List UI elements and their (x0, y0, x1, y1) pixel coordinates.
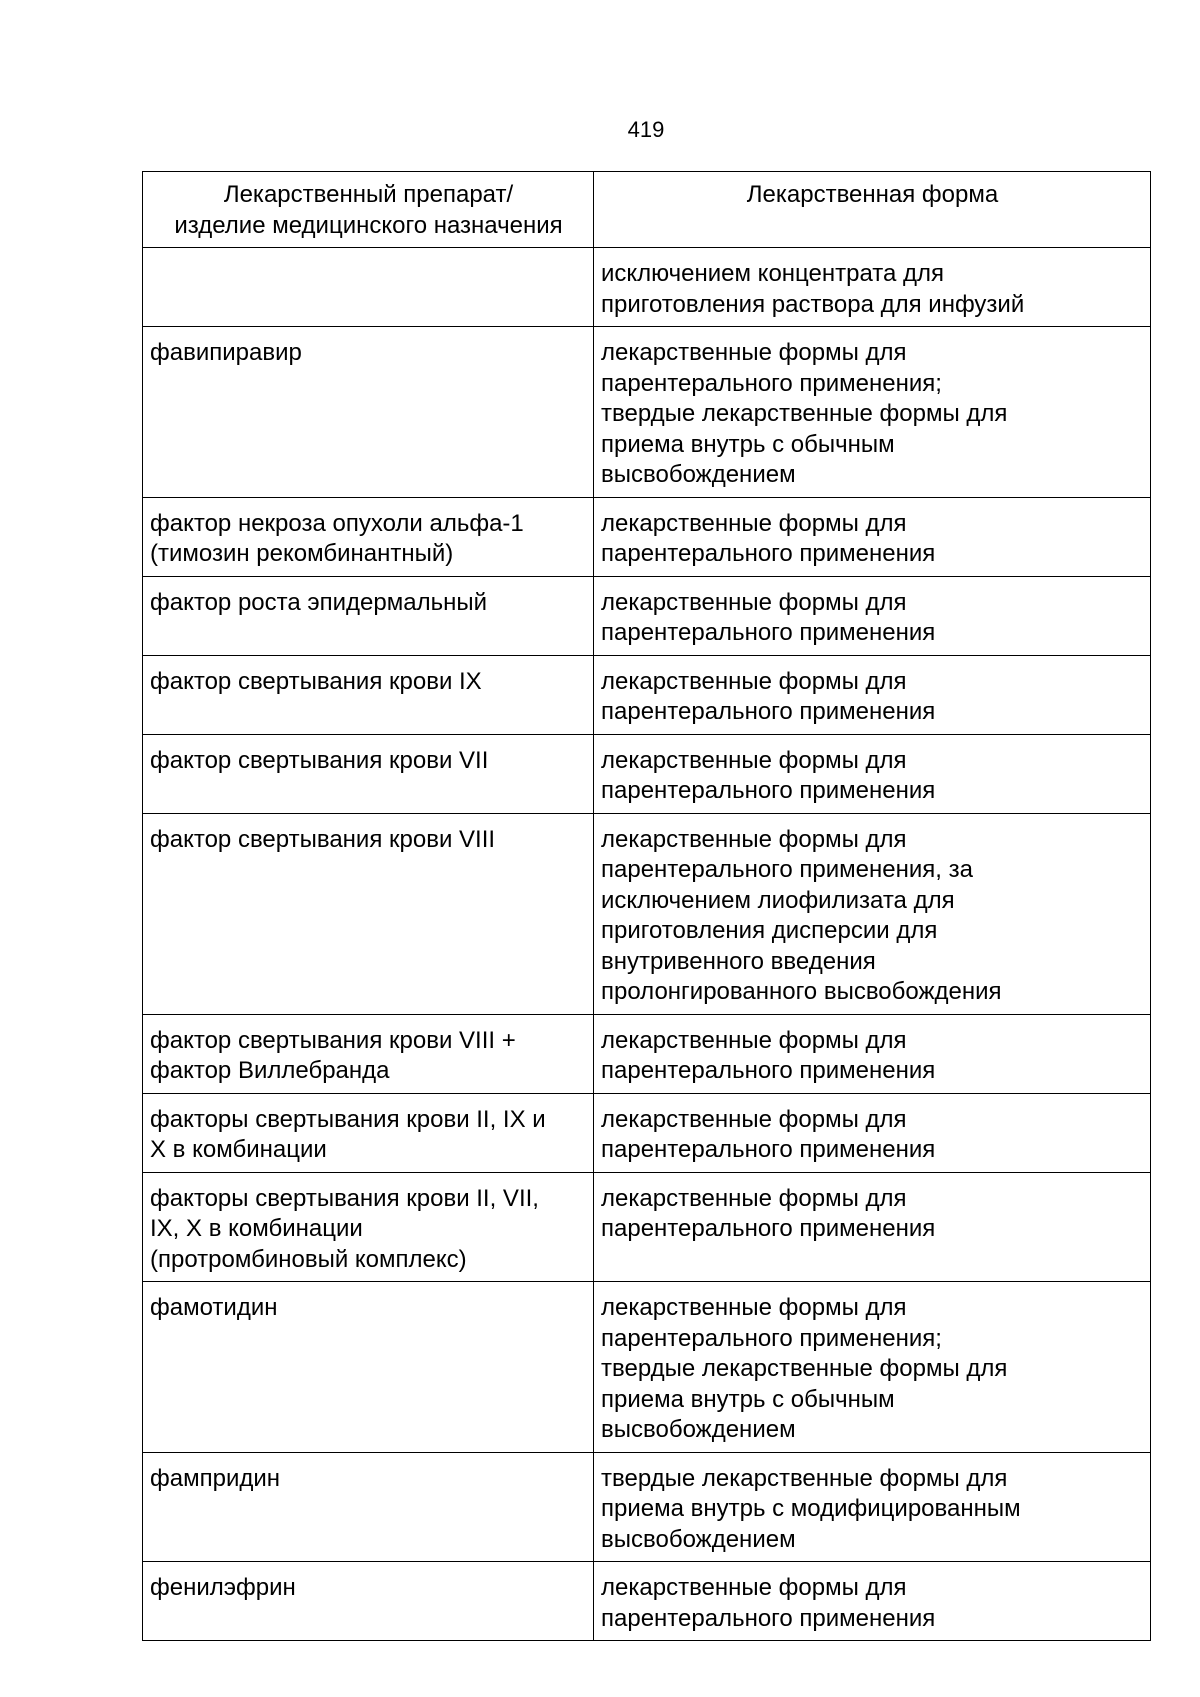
drug-cell: фактор свертывания крови VIII + фактор Виллебранда (143, 1014, 594, 1093)
form-cell: лекарственные формы для парентерального применения (594, 1014, 1151, 1093)
form-cell: лекарственные формы для парентерального применения (594, 1093, 1151, 1172)
table-row (143, 1452, 1151, 1562)
header-form: Лекарственная форма (594, 172, 1151, 248)
drug-cell (143, 248, 594, 327)
table-row (143, 576, 1151, 655)
drug-cell: фактор роста эпидермальный (143, 576, 594, 655)
table-row (143, 497, 1151, 576)
drug-cell: фактор свертывания крови VII (143, 734, 594, 813)
drug-forms-table (142, 171, 1151, 1641)
drug-cell: фактор свертывания крови VIII (143, 813, 594, 1014)
table-row (143, 1093, 1151, 1172)
form-cell: лекарственные формы для парентерального применения; твердые лекарственные формы для приема внутрь с обычным высвобождением (594, 1282, 1151, 1453)
header-drug: Лекарственный препарат/ изделие медицинского назначения (143, 172, 594, 248)
table-header-row (143, 172, 1151, 248)
table-row (143, 813, 1151, 1014)
form-cell: лекарственные формы для парентерального применения (594, 734, 1151, 813)
form-cell: лекарственные формы для парентерального применения (594, 1562, 1151, 1641)
form-cell: лекарственные формы для парентерального применения (594, 1172, 1151, 1282)
table-row (143, 655, 1151, 734)
table-row (143, 1014, 1151, 1093)
page-number: 419 (627, 117, 665, 142)
form-cell: лекарственные формы для парентерального применения; твердые лекарственные формы для приема внутрь с обычным высвобождением (594, 327, 1151, 498)
drug-cell: фавипиравир (143, 327, 594, 498)
table-row (143, 1172, 1151, 1282)
form-cell: лекарственные формы для парентерального применения (594, 655, 1151, 734)
table-row (143, 248, 1151, 327)
table-row (143, 327, 1151, 498)
form-cell: лекарственные формы для парентерального применения (594, 576, 1151, 655)
table-row (143, 1562, 1151, 1641)
drug-cell: факторы свертывания крови II, VII, IX, X в комбинации (протромбиновый комплекс) (143, 1172, 594, 1282)
drug-cell: фактор некроза опухоли альфа-1 (тимозин рекомбинантный) (143, 497, 594, 576)
form-cell: исключением концентрата для приготовления раствора для инфузий (594, 248, 1151, 327)
table-row (143, 734, 1151, 813)
drug-cell: фамотидин (143, 1282, 594, 1453)
form-cell: твердые лекарственные формы для приема внутрь с модифицированным высвобождением (594, 1452, 1151, 1562)
drug-cell: фампридин (143, 1452, 594, 1562)
drug-cell: факторы свертывания крови II, IX и X в комбинации (143, 1093, 594, 1172)
drug-cell: фенилэфрин (143, 1562, 594, 1641)
table-row (143, 1282, 1151, 1453)
form-cell: лекарственные формы для парентерального применения (594, 497, 1151, 576)
form-cell: лекарственные формы для парентерального применения, за исключением лиофилизата для приготовления дисперсии для внутривенного введения пролонгированного высвобождения (594, 813, 1151, 1014)
drug-cell: фактор свертывания крови IX (143, 655, 594, 734)
